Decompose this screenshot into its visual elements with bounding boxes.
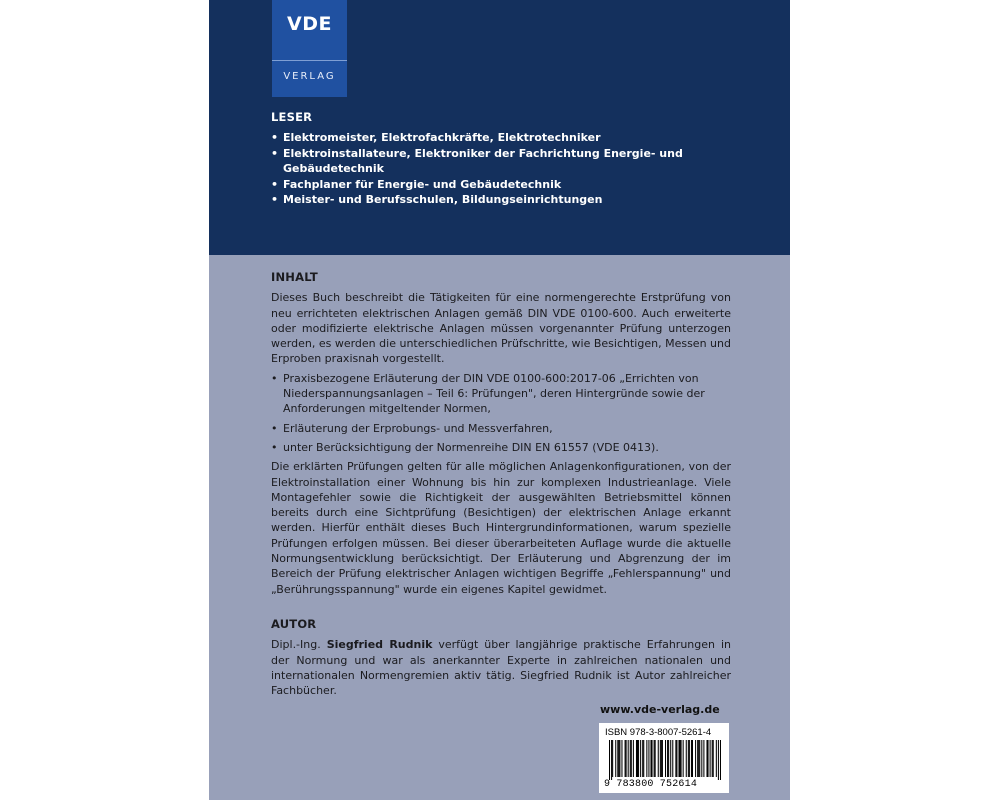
vde-verlag-logo bbox=[272, 0, 347, 97]
autor-prefix: Dipl.-Ing. bbox=[271, 638, 327, 652]
inhalt-body: Die erklärten Prüfungen gelten für alle möglichen Anlagenkonfigurationen, von der Elektroinstallation einer Wohnung bis hin zur komplexen Industrieanlage. Viele Montagefehler sowie die Richtigkeit der ausgewählten Betriebsmittel können bereits durch eine Sichtprüfung (Besichtigen) der elektrischen Anlage erkannt werden. Hierfür enthält dieses Buch Hintergrundinformationen, warum spezielle Prüfungen erfolgen müssen. Bei dieser überarbeiteten Auflage wurde die aktuelle Normungsentwicklung berücksichtigt. Der Erläuterung und Abgrenzung der im Bereich der Prüfung elektrischer Anlagen wichtigen Begriffe „Fehlerspannung" und „Berührungsspannung" wurde ein eigenes Kapitel gewidmet. bbox=[271, 460, 731, 596]
inhalt-intro: Dieses Buch beschreibt die Tätigkeiten für eine normengerechte Erstprüfung von neu errichteten elektrischen Anlagen gemäß DIN VDE 0100-600. Auch erweiterte oder modifizierte elektrische Anlagen müssen vorgenannter Prüfung unterzogen werden, es werden die unterschiedlichen Prüfschritte, wie Besichtigen, Messen und Erproben praxisnah vorgestellt. bbox=[271, 291, 731, 366]
logo-brand: VDE bbox=[287, 13, 332, 35]
inhalt-bullet: • Erläuterung der Erprobungs- und Messverfahren, bbox=[271, 421, 731, 436]
leser-list bbox=[271, 130, 731, 208]
leser-item: • Elektromeister, Elektrofachkräfte, Elektrotechniker bbox=[271, 130, 731, 146]
inhalt-bullet: • Praxisbezogene Erläuterung der DIN VDE 0100-600:2017-06 „Errichten von Niederspannungsanlagen – Teil 6: Prüfungen", deren Hintergründe sowie der Anforderungen mitgeltender Normen, bbox=[271, 371, 731, 417]
isbn-label: ISBN 978-3-8007-5261-4 bbox=[605, 727, 712, 738]
autor-text bbox=[271, 637, 731, 698]
leser-item: • Fachplaner für Energie- und Gebäudetechnik bbox=[271, 177, 731, 193]
autor-name: Siegfried Rudnik bbox=[326, 638, 433, 652]
barcode-icon bbox=[609, 740, 721, 780]
leser-item: • Elektroinstallateure, Elektroniker der Fachrichtung Energie- und Gebäudetechnik bbox=[271, 146, 731, 177]
leser-heading: LESER bbox=[271, 110, 313, 124]
book-back-cover bbox=[209, 0, 790, 800]
leser-section bbox=[271, 110, 731, 208]
barcode-box bbox=[599, 723, 729, 793]
logo-divider bbox=[272, 60, 347, 61]
inhalt-section bbox=[271, 270, 731, 597]
inhalt-bullet: • unter Berücksichtigung der Normenreihe DIN EN 61557 (VDE 0413). bbox=[271, 440, 731, 455]
autor-heading: AUTOR bbox=[271, 617, 317, 631]
barcode-digits: 9 783800 752614 bbox=[604, 779, 698, 790]
inhalt-list bbox=[271, 371, 731, 455]
autor-description: verfügt über langjährige praktische Erfahrungen in der Normung und war als anerkannter Experte in zahlreichen nationalen und internationalen Normengremien aktiv tätig. Siegfried Rudnik ist Autor zahlreicher Fachbücher. bbox=[271, 638, 731, 698]
logo-sub: VERLAG bbox=[283, 71, 336, 82]
autor-section bbox=[271, 617, 731, 698]
inhalt-heading: INHALT bbox=[271, 270, 318, 284]
top-band bbox=[209, 0, 790, 255]
publisher-website: www.vde-verlag.de bbox=[600, 703, 720, 716]
leser-item: • Meister- und Berufsschulen, Bildungseinrichtungen bbox=[271, 192, 731, 208]
